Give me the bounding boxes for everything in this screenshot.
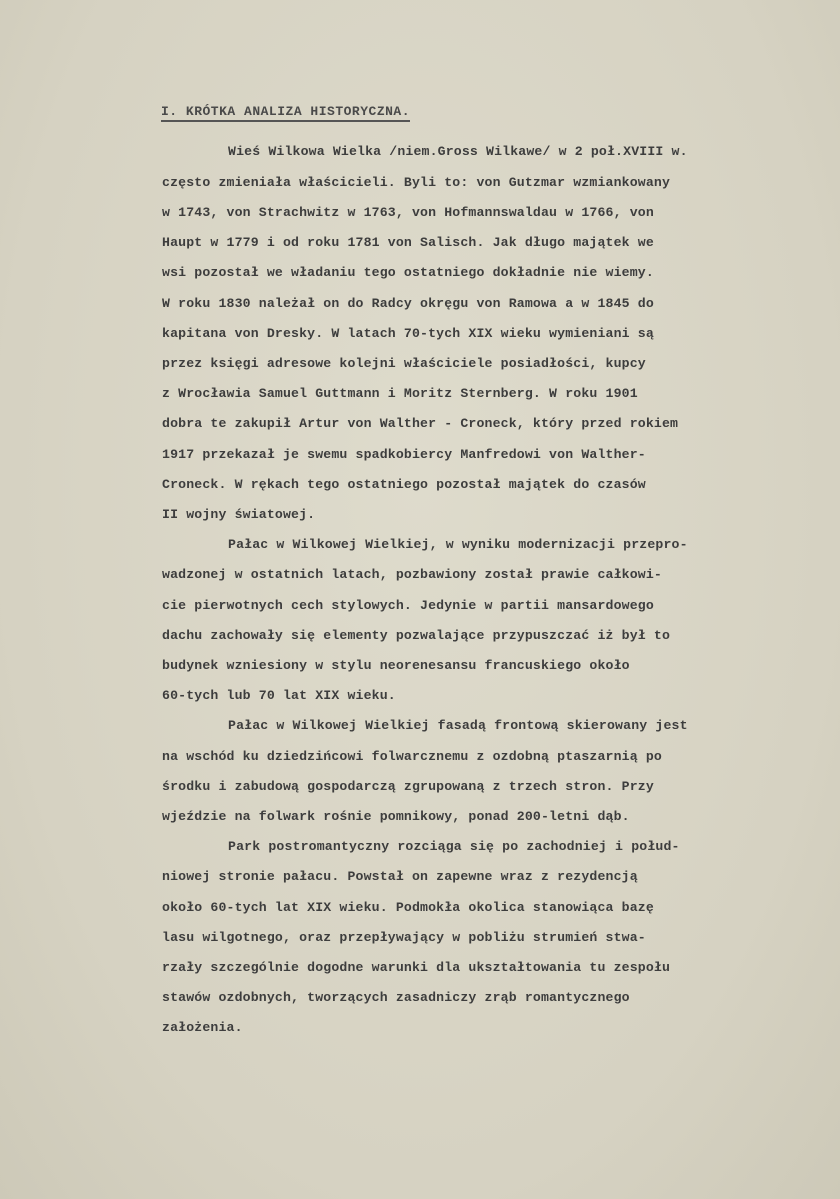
text-line: W roku 1830 należał on do Radcy okręgu von Ramowa a w 1845 do xyxy=(162,296,654,311)
text-line: niowej stronie pałacu. Powstał on zapewne wraz z rezydencją xyxy=(162,869,638,884)
text-line: wadzonej w ostatnich latach, pozbawiony został prawie całkowi- xyxy=(162,567,662,582)
text-line: dachu zachowały się elementy pozwalające przypuszczać iż był to xyxy=(162,628,671,643)
text-line: cie pierwotnych cech stylowych. Jedynie w partii mansardowego xyxy=(162,598,654,613)
text-line: założenia. xyxy=(162,1020,243,1035)
text-line: Wieś Wilkowa Wielka /niem.Gross Wilkawe/ w 2 poł.XVIII w. xyxy=(228,144,688,159)
text-line: II wojny światowej. xyxy=(162,507,316,522)
text-line: lasu wilgotnego, oraz przepływający w pobliżu strumień stwa- xyxy=(162,930,646,945)
text-line: około 60-tych lat XIX wieku. Podmokła okolica stanowiąca bazę xyxy=(162,900,654,915)
text-line: w 1743, von Strachwitz w 1763, von Hofmannswaldau w 1766, von xyxy=(162,205,654,220)
text-line: budynek wzniesiony w stylu neorenesansu francuskiego około xyxy=(162,658,630,673)
text-line: Park postromantyczny rozciąga się po zachodniej i połud- xyxy=(228,839,680,854)
text-line: 60-tych lub 70 lat XIX wieku. xyxy=(162,688,396,703)
text-line: wsi pozostał we władaniu tego ostatniego dokładnie nie wiemy. xyxy=(162,265,654,280)
text-line: Pałac w Wilkowej Wielkiej, w wyniku modernizacji przepro- xyxy=(228,537,688,552)
text-line: kapitana von Dresky. W latach 70-tych XIX wieku wymieniani są xyxy=(162,326,654,341)
text-line: stawów ozdobnych, tworzących zasadniczy zrąb romantycznego xyxy=(162,990,630,1005)
text-line: przez księgi adresowe kolejni właściciele posiadłości, kupcy xyxy=(162,356,646,371)
text-line: dobra te zakupił Artur von Walther - Croneck, który przed rokiem xyxy=(162,416,679,431)
text-line: często zmieniała właścicieli. Byli to: von Gutzmar wzmiankowany xyxy=(162,175,671,190)
text-line: Haupt w 1779 i od roku 1781 von Salisch. Jak długo majątek we xyxy=(162,235,654,250)
text-line: Pałac w Wilkowej Wielkiej fasadą frontową skierowany jest xyxy=(228,718,688,733)
text-line: 1917 przekazał je swemu spadkobiercy Manfredowi von Walther- xyxy=(162,447,646,462)
text-line: środku i zabudową gospodarczą zgrupowaną z trzech stron. Przy xyxy=(162,779,654,794)
text-line: rzały szczególnie dogodne warunki dla ukształtowania tu zespołu xyxy=(162,960,671,975)
text-line: Croneck. W rękach tego ostatniego pozostał majątek do czasów xyxy=(162,477,646,492)
text-line: z Wrocławia Samuel Guttmann i Moritz Sternberg. W roku 1901 xyxy=(162,386,638,401)
text-line: wjeździe na folwark rośnie pomnikowy, ponad 200-letni dąb. xyxy=(162,809,630,824)
text-line: na wschód ku dziedzińcowi folwarcznemu z ozdobną ptaszarnią po xyxy=(162,749,662,764)
section-heading: I. KRÓTKA ANALIZA HISTORYCZNA. xyxy=(161,104,410,122)
